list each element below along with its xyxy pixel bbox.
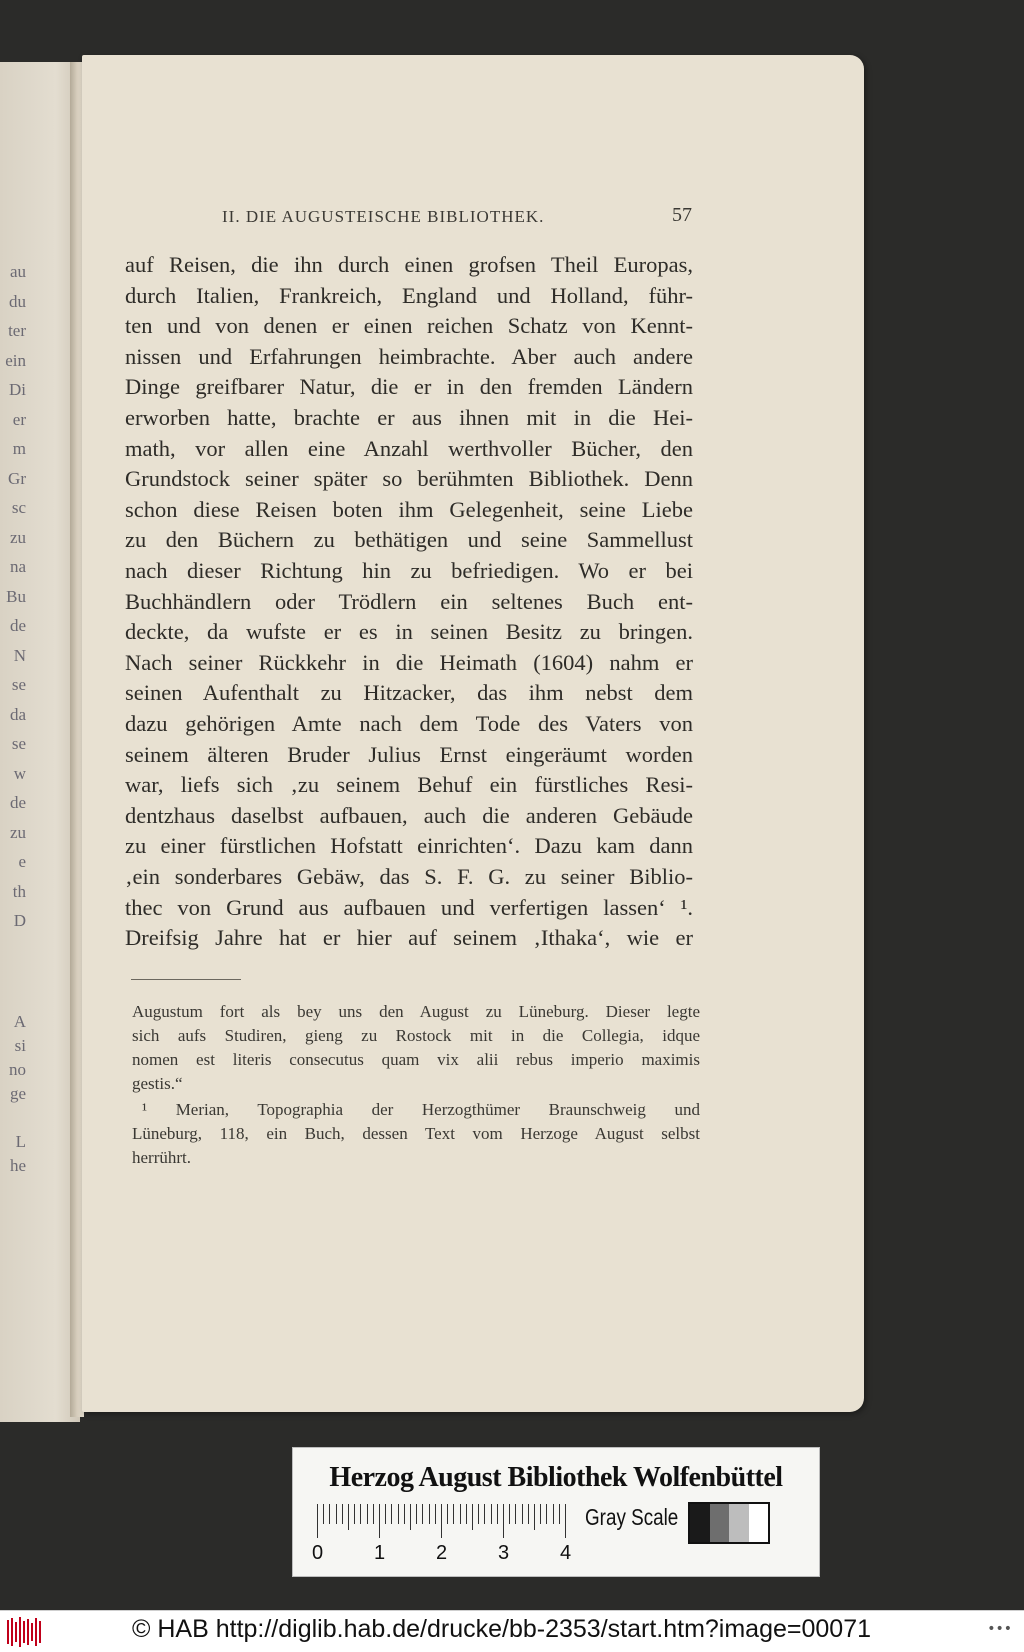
ruler-tick	[472, 1504, 473, 1530]
previous-page-fragment: ein	[5, 350, 26, 370]
body-line: auf Reisen, die ihn durch einen grofsen Theil Europas,	[125, 252, 693, 277]
previous-page-fragment: se	[11, 675, 26, 694]
footer-bar	[0, 1610, 1024, 1652]
ruler-tick	[522, 1504, 523, 1524]
ruler-label: 0	[312, 1542, 324, 1564]
previous-page-fragment: m	[12, 439, 26, 458]
ruler-tick	[422, 1504, 423, 1524]
body-line: dentzhaus daselbst aufbauen, auch die anderen Gebäude	[125, 802, 693, 828]
previous-page-fragment: th	[12, 881, 26, 901]
ruler-tick	[410, 1504, 411, 1530]
ruler-tick	[540, 1504, 541, 1524]
body-line: Buchhändlern oder Trödlern ein seltenes Buch ent-	[125, 588, 693, 614]
gray-swatch	[710, 1504, 730, 1542]
body-line: Nach seiner Rückkehr in die Heimath (1604) nahm er	[125, 649, 693, 675]
previous-page-fragment: na	[9, 557, 26, 576]
ruler-tick	[329, 1504, 330, 1524]
ruler-tick	[391, 1504, 392, 1524]
ruler-tick	[546, 1504, 547, 1524]
body-line: zu den Büchern zu bethätigen und seine Sammellust	[125, 527, 693, 553]
ruler-tick	[453, 1504, 454, 1524]
ruler-tick	[342, 1504, 343, 1524]
body-line: seinen Aufenthalt zu Hitzacker, das ihm nebst dem	[125, 680, 693, 706]
footnote-line: nomen est literis consecutus quam vix alii rebus imperio maximis	[132, 1050, 700, 1069]
body-line: war, liefs sich ‚zu seinem Behuf ein fürstliches Resi-	[125, 772, 693, 798]
previous-page-fragment: de	[9, 793, 26, 812]
ruler-tick	[398, 1504, 399, 1524]
previous-page-fragment: si	[14, 1036, 26, 1055]
body-line: durch Italien, Frankreich, England und Holland, führ-	[125, 282, 693, 308]
ruler-label: 4	[560, 1542, 572, 1564]
ruler-tick	[534, 1504, 535, 1530]
ruler-tick	[367, 1504, 368, 1524]
ruler-tick	[404, 1504, 405, 1524]
ruler-tick	[447, 1504, 448, 1524]
ruler-tick	[553, 1504, 554, 1524]
body-line: deckte, da wufste er es in seinen Besitz zu bringen.	[125, 619, 693, 645]
body-line: ‚ein sonderbares Gebäw, das S. F. G. zu seiner Biblio-	[125, 864, 693, 889]
footnote-line: Lüneburg, 118, ein Buch, dessen Text vom Herzoge August selbst	[132, 1124, 700, 1143]
previous-page-fragment: Di	[9, 380, 26, 399]
body-line: Dreifsig Jahre hat er hier auf seinem ‚Ithaka‘, wie er	[125, 925, 693, 951]
previous-page-fragment: du	[9, 291, 26, 311]
previous-page-fragment: Bu	[6, 586, 26, 606]
previous-page-fragment: au	[9, 262, 26, 281]
previous-page-fragment: zu	[9, 822, 26, 842]
gray-swatch	[690, 1504, 710, 1542]
previous-page-edge	[0, 62, 80, 1422]
body-line: thec von Grund aus aufbauen und verfertigen lassen‘ ¹.	[125, 894, 693, 920]
previous-page-fragment: A	[13, 1012, 26, 1031]
previous-page-fragment: L	[15, 1132, 26, 1151]
ruler-label: 2	[436, 1542, 448, 1564]
previous-page-fragment: er	[12, 409, 26, 429]
gray-swatch	[749, 1504, 769, 1542]
hab-logo-icon[interactable]	[6, 1616, 44, 1648]
footnote-line: herrührt.	[132, 1148, 192, 1167]
body-line: Dinge greifbarer Natur, die er in den fremden Ländern	[125, 374, 693, 400]
ruler-tick	[379, 1504, 380, 1538]
previous-page-fragment: D	[13, 911, 26, 930]
ruler-tick	[348, 1504, 349, 1530]
footnote-line: gestis.“	[132, 1074, 183, 1093]
body-line: seinem älteren Bruder Julius Ernst eingeräumt worden	[125, 741, 693, 767]
ruler-tick	[509, 1504, 510, 1524]
ruler-tick	[416, 1504, 417, 1524]
gray-swatch	[729, 1504, 749, 1542]
gray-scale-label: Gray Scale	[585, 1504, 679, 1530]
ruler-label: 3	[498, 1542, 510, 1564]
ruler-tick	[441, 1504, 442, 1538]
body-line: Grundstock seiner später so berühmten Bibliothek. Denn	[125, 466, 693, 492]
ruler-tick	[317, 1504, 318, 1538]
ruler-tick	[460, 1504, 461, 1524]
page-number: 57	[672, 204, 692, 226]
footnote-rule	[131, 979, 241, 980]
body-line: ten und von denen er einen reichen Schatz von Kennt-	[125, 313, 693, 339]
previous-page-fragment: he	[9, 1156, 26, 1175]
ruler-tick	[528, 1504, 529, 1524]
body-line: dazu gehörigen Amte nach dem Tode des Vaters von	[125, 711, 693, 736]
card-title: Herzog August Bibliothek Wolfenbüttel	[329, 1462, 783, 1493]
ellipsis-icon[interactable]: •••	[987, 1621, 1012, 1637]
previous-page-fragment: Gr	[8, 468, 26, 488]
body-line: math, vor allen eine Anzahl werthvoller Bücher, den	[125, 435, 693, 461]
previous-page-fragment: se	[11, 734, 26, 753]
previous-page-fragment: de	[9, 616, 26, 635]
ruler-tick	[515, 1504, 516, 1524]
ruler-tick	[478, 1504, 479, 1524]
running-head: II. DIE AUGUSTEISCHE BIBLIOTHEK.	[222, 207, 545, 226]
previous-page-fragment: ter	[8, 321, 26, 340]
ruler-label: 1	[374, 1542, 386, 1564]
previous-page-fragment: da	[9, 704, 26, 724]
body-line: nach dieser Richtung hin zu befriedigen. Wo er bei	[125, 558, 693, 583]
ruler-tick	[466, 1504, 467, 1524]
gray-scale-swatches	[688, 1502, 770, 1544]
body-line: erworben hatte, brachte er aus ihnen mit in die Hei-	[125, 405, 693, 430]
footnote-line: sich aufs Studiren, gieng zu Rostock mit in die Collegia, idque	[132, 1026, 700, 1045]
color-reference-card	[292, 1447, 820, 1577]
ruler-tick	[435, 1504, 436, 1524]
ruler-tick	[323, 1504, 324, 1524]
ruler-tick	[354, 1504, 355, 1524]
body-line: schon diese Reisen boten ihm Gelegenheit, seine Liebe	[125, 496, 693, 522]
ruler-tick	[360, 1504, 361, 1524]
ruler-tick	[484, 1504, 485, 1524]
ruler-tick	[385, 1504, 386, 1524]
ruler-tick	[336, 1504, 337, 1524]
ruler-tick	[497, 1504, 498, 1524]
footnote-line: Augustum fort als bey uns den August zu Lüneburg. Dieser legte	[132, 1002, 700, 1021]
footnote-line: ¹ Merian, Topographia der Herzogthümer Braunschweig und	[142, 1100, 700, 1119]
ruler-tick	[491, 1504, 492, 1524]
previous-page-fragment: ge	[9, 1084, 26, 1103]
body-line: zu einer fürstlichen Hofstatt einrichten‘. Dazu kam dann	[125, 833, 693, 859]
previous-page-fragment: e	[18, 852, 26, 871]
ruler-tick	[565, 1504, 566, 1538]
body-line: nissen und Erfahrungen heimbrachte. Aber auch andere	[125, 343, 693, 369]
previous-page-fragment: w	[13, 763, 26, 783]
previous-page-fragment: no	[9, 1060, 26, 1079]
previous-page-fragment: zu	[9, 527, 26, 547]
previous-page-fragment: N	[13, 645, 26, 665]
ruler-tick	[503, 1504, 504, 1538]
copyright-link[interactable]: © HAB http://diglib.hab.de/drucke/bb-2353/start.htm?image=00071	[132, 1615, 872, 1643]
scale-ruler	[312, 1504, 572, 1564]
ruler-tick	[373, 1504, 374, 1524]
previous-page-fragment: sc	[11, 498, 26, 517]
ruler-tick	[559, 1504, 560, 1524]
ruler-tick	[429, 1504, 430, 1524]
